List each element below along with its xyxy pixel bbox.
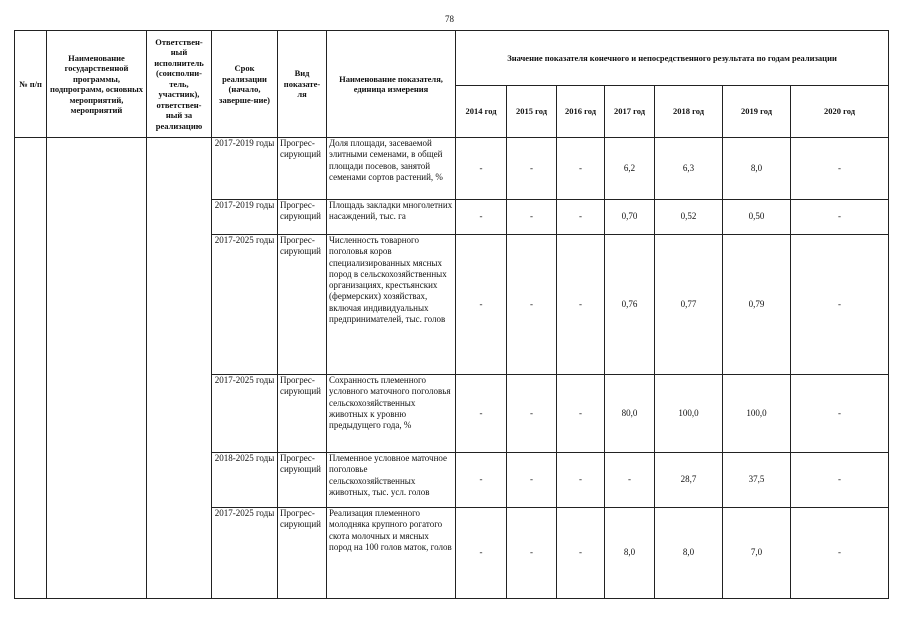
header-year: 2018 год [655,86,723,138]
indicator-cell: Доля площади, засеваемой элитными семенами, в общей площади посевов, занятой семенами сортов растений, % [327,138,456,200]
value-cell: - [456,235,507,375]
period-cell: 2018-2025 годы [212,453,278,508]
value-cell: - [507,138,557,200]
header-year: 2017 год [605,86,655,138]
value-cell: 8,0 [723,138,791,200]
header-year: 2020 год [791,86,889,138]
value-cell: - [791,508,889,599]
type-cell: Прогрес-сирующий [278,200,327,235]
value-cell: 0,79 [723,235,791,375]
value-cell: - [791,453,889,508]
type-cell: Прогрес-сирующий [278,375,327,453]
header-year: 2015 год [507,86,557,138]
value-cell: - [791,138,889,200]
value-cell: - [507,200,557,235]
value-cell: - [557,235,605,375]
value-cell: - [507,375,557,453]
page-number: 78 [445,14,454,24]
indicator-cell: Реализация племенного молодняка крупного рогатого скота молочных и мясных пород на 100 голов маток, голов [327,508,456,599]
period-cell: 2017-2019 годы [212,200,278,235]
header-values-group: Значение показателя конечного и непосредственного результата по годам реализации [456,31,889,86]
program-cell [47,138,147,599]
value-cell: - [507,453,557,508]
indicator-cell: Численность товарного поголовья коров специализированных мясных пород в сельскохозяйственных организациях, крестьянских (фермерских) хозяйствах, включая индивидуальных предпринимателей, тыс. голов [327,235,456,375]
period-cell: 2017-2025 годы [212,375,278,453]
value-cell: 28,7 [655,453,723,508]
value-cell: 0,52 [655,200,723,235]
header-period: Срок реализации (начало, заверше-ние) [212,31,278,138]
value-cell: 8,0 [605,508,655,599]
value-cell: - [456,375,507,453]
header-num: № п/п [15,31,47,138]
header-type: Вид показате-ля [278,31,327,138]
header-program: Наименование государственной программы, подпрограмм, основных мероприятий, мероприятий [47,31,147,138]
value-cell: 80,0 [605,375,655,453]
value-cell: - [791,200,889,235]
value-cell: 0,77 [655,235,723,375]
value-cell: - [557,453,605,508]
type-cell: Прогрес-сирующий [278,453,327,508]
header-year: 2014 год [456,86,507,138]
value-cell: 100,0 [655,375,723,453]
type-cell: Прогрес-сирующий [278,508,327,599]
value-cell: - [456,200,507,235]
value-cell: 8,0 [655,508,723,599]
value-cell: 6,3 [655,138,723,200]
value-cell: - [456,508,507,599]
value-cell: - [557,508,605,599]
num-cell [15,138,47,599]
indicators-table [14,30,889,599]
indicator-cell: Племенное условное маточное поголовье сельскохозяйственных животных, тыс. усл. голов [327,453,456,508]
executor-cell [147,138,212,599]
value-cell: - [791,375,889,453]
value-cell: - [605,453,655,508]
indicator-cell: Площадь закладки многолетних насаждений, тыс. га [327,200,456,235]
value-cell: 0,70 [605,200,655,235]
value-cell: 37,5 [723,453,791,508]
value-cell: - [507,235,557,375]
header-indicator: Наименование показателя, единица измерения [327,31,456,138]
value-cell: - [557,375,605,453]
type-cell: Прогрес-сирующий [278,235,327,375]
period-cell: 2017-2025 годы [212,235,278,375]
value-cell: - [557,200,605,235]
header-year: 2016 год [557,86,605,138]
table-row [15,138,889,200]
value-cell: 6,2 [605,138,655,200]
value-cell: - [507,508,557,599]
header-year: 2019 год [723,86,791,138]
header-executor: Ответствен-ный исполнитель (соисполни-тель, участник), ответствен-ный за реализацию [147,31,212,138]
indicator-cell: Сохранность племенного условного маточного поголовья сельскохозяйственных животных к уровню предыдущего года, % [327,375,456,453]
value-cell: - [456,453,507,508]
period-cell: 2017-2025 годы [212,508,278,599]
value-cell: 100,0 [723,375,791,453]
type-cell: Прогрес-сирующий [278,138,327,200]
value-cell: 0,76 [605,235,655,375]
value-cell: - [791,235,889,375]
value-cell: 0,50 [723,200,791,235]
value-cell: - [557,138,605,200]
value-cell: 7,0 [723,508,791,599]
period-cell: 2017-2019 годы [212,138,278,200]
value-cell: - [456,138,507,200]
